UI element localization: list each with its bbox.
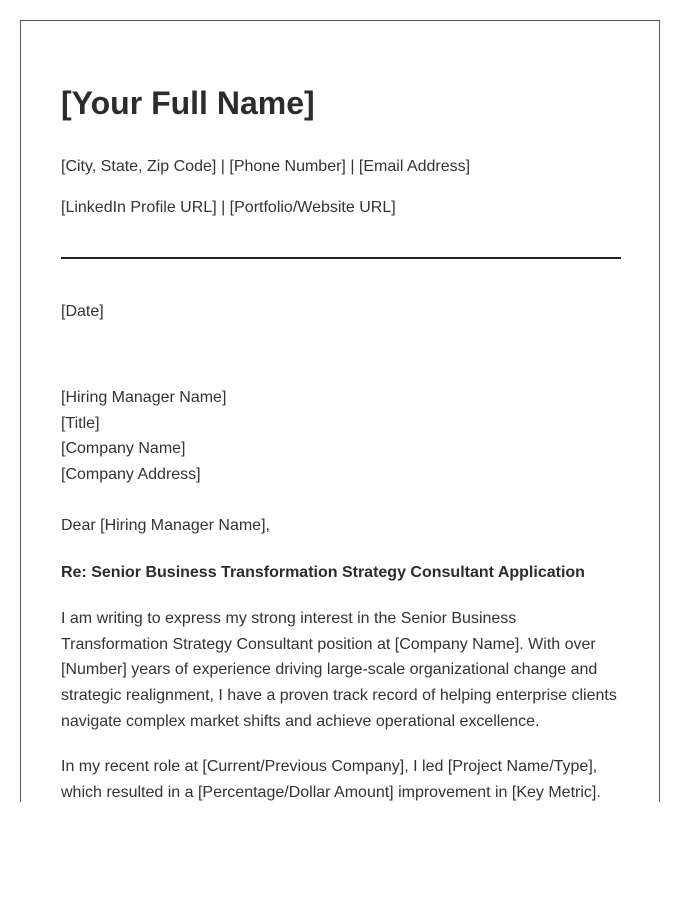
recipient-title: [Title] [61, 414, 100, 432]
recipient-block [61, 385, 226, 488]
body-paragraph-intro: I am writing to express my strong interest in the Senior Business Transformation Strategy Consultant position at [Company Name]. With over [Number] years of experience driving large-scale organizational change and strategic realignment, I have a proven track record of helping enterprise clients navigate complex market shifts and achieve operational excellence. [61, 610, 617, 730]
contact-line-links: [LinkedIn Profile URL] | [Portfolio/Website URL] [61, 199, 396, 216]
recipient-name: [Hiring Manager Name] [61, 389, 227, 406]
subject-line: Re: Senior Business Transformation Strategy Consultant Application [61, 564, 585, 581]
contact-line-primary: [City, State, Zip Code] | [Phone Number] | [Email Address] [61, 158, 471, 175]
header-divider [61, 257, 621, 259]
letter-page [20, 20, 660, 802]
letter-date: [Date] [61, 303, 104, 320]
body-paragraph-experience: In my recent role at [Current/Previous Company], I led [Project Name/Type], which resulted in a [Percentage/Dollar Amount] improvement in [Key Metric]. [61, 758, 601, 801]
salutation: Dear [Hiring Manager Name], [61, 517, 270, 534]
recipient-company: [Company Name] [61, 440, 186, 458]
recipient-address: [Company Address] [61, 466, 201, 484]
sender-name: [Your Full Name] [61, 85, 315, 121]
